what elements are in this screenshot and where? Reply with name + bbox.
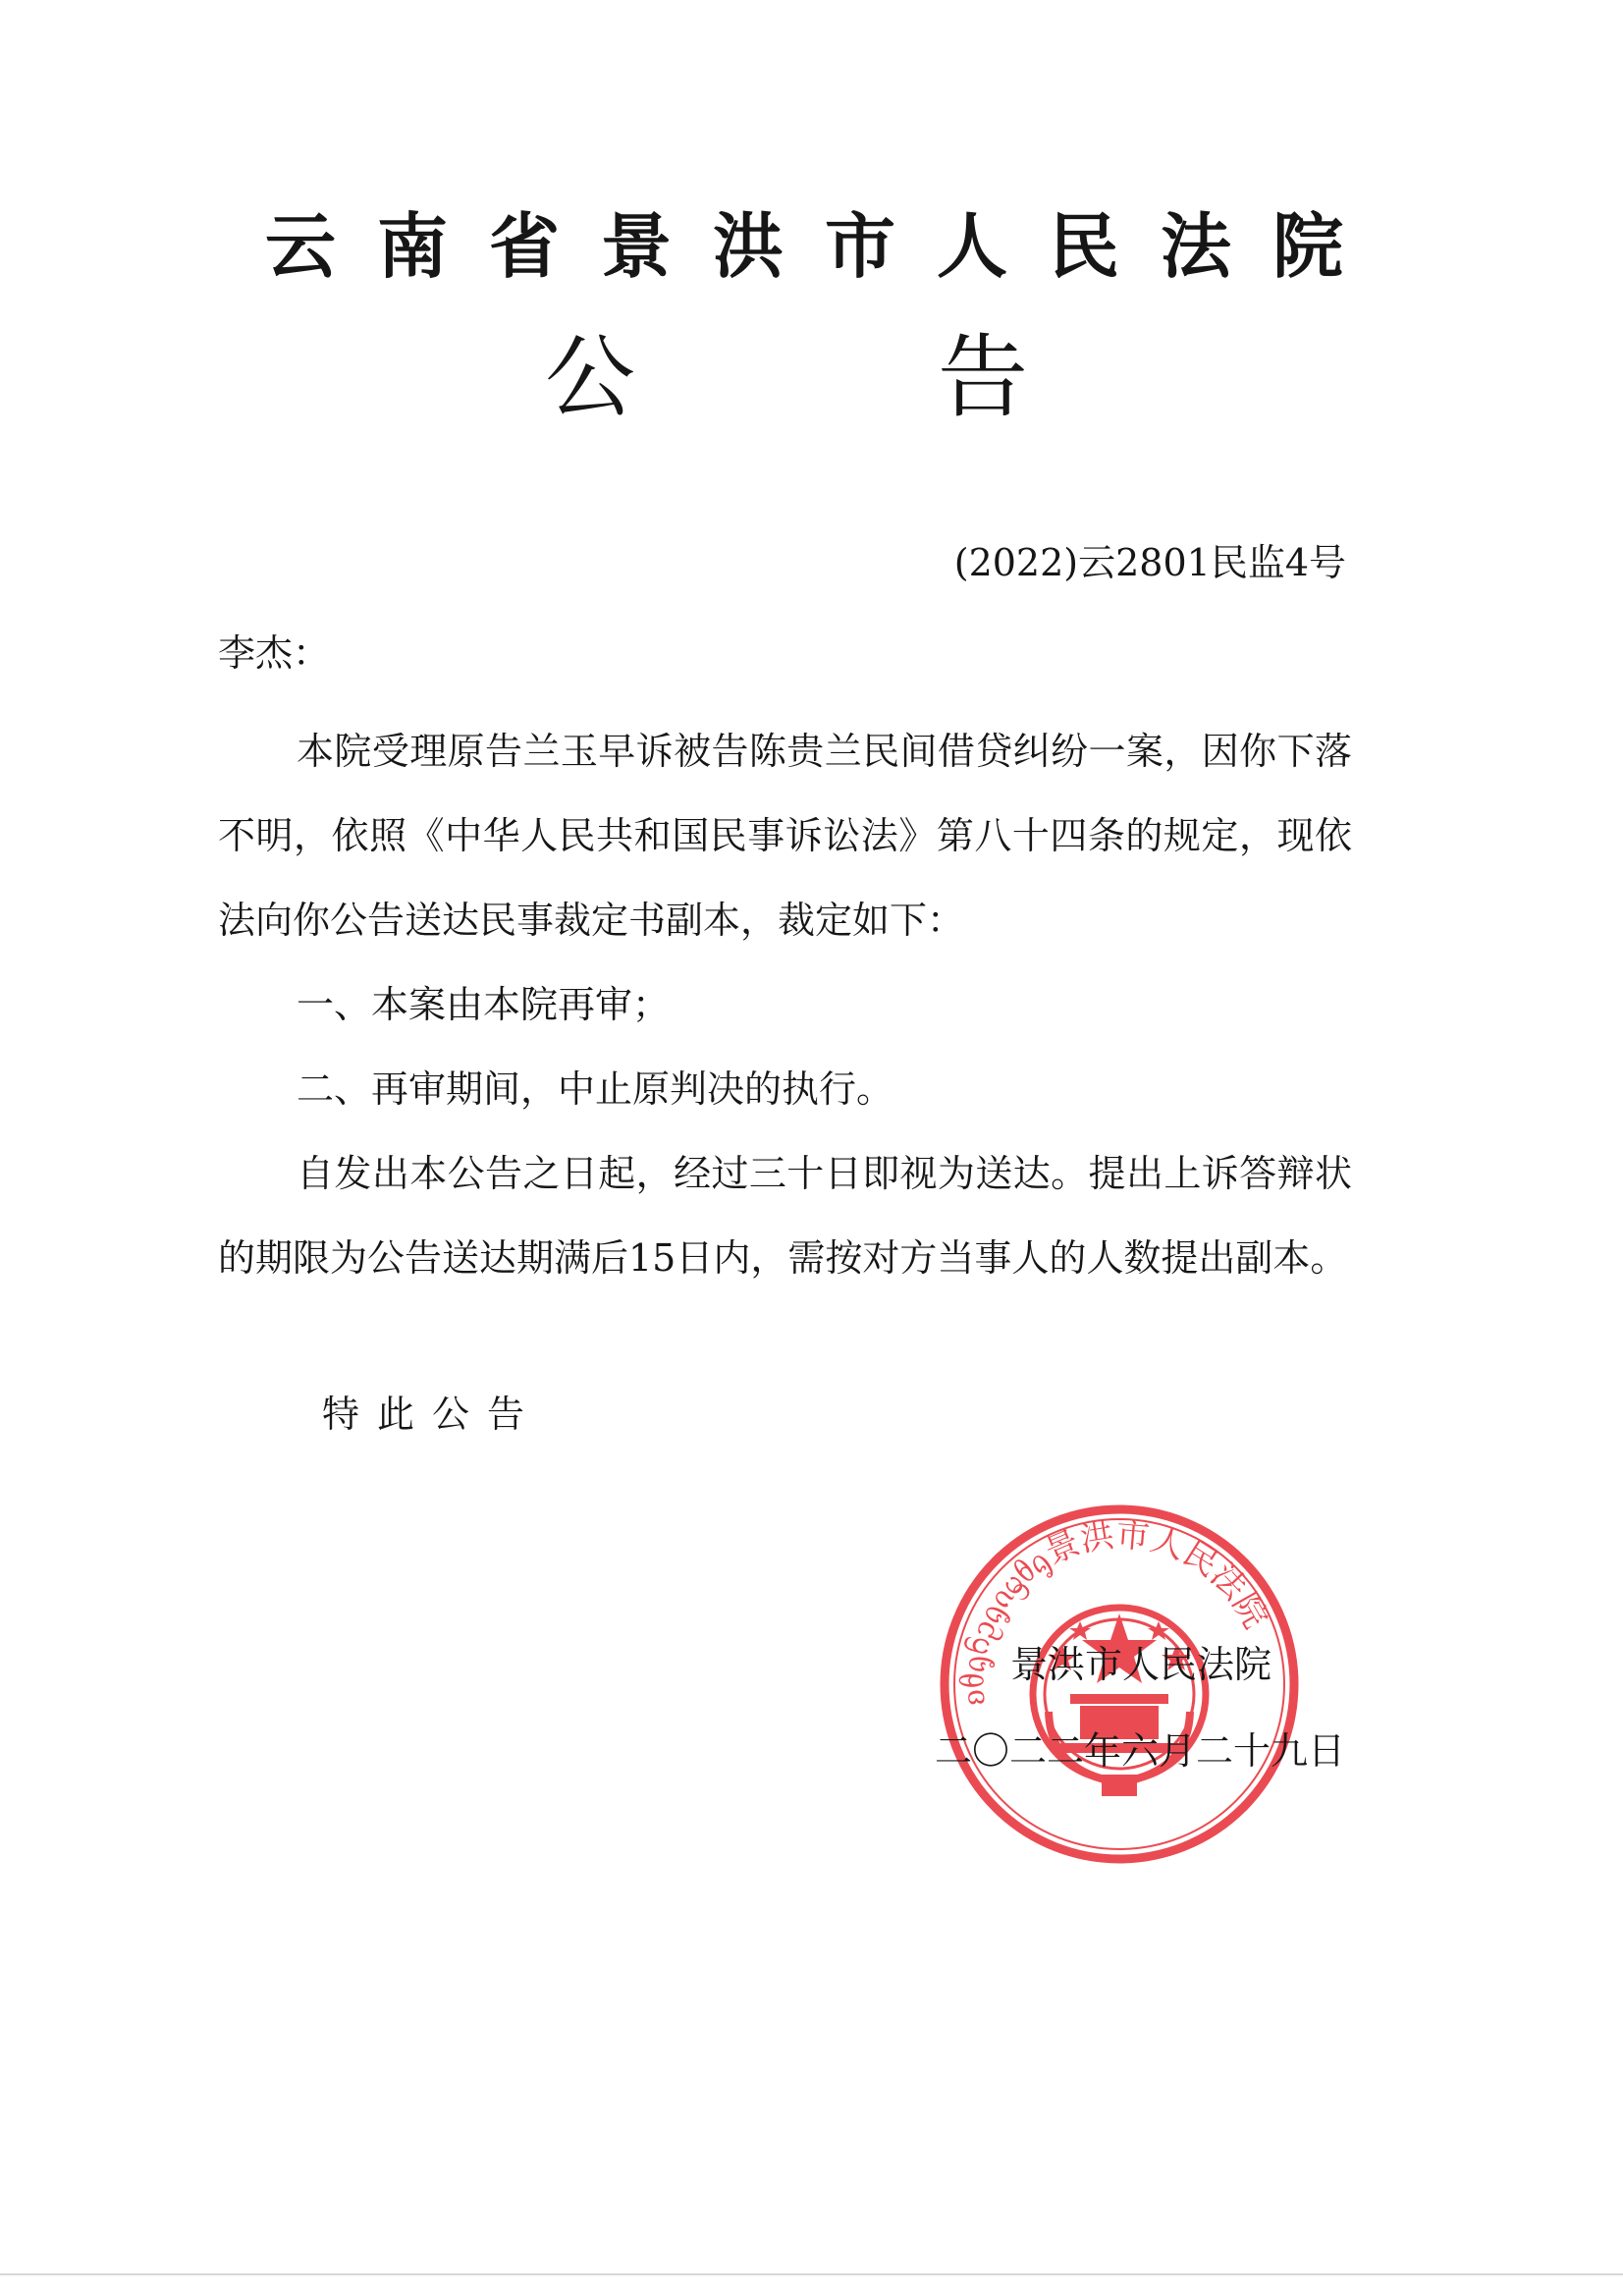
- notice-body: [218, 709, 1352, 1300]
- page-bottom-edge: [0, 2273, 1623, 2275]
- paragraph-intro: 本院受理原告兰玉早诉被告陈贵兰民间借贷纠纷一案，因你下落不明，依照《中华人民共和国民事诉讼法》第八十四条的规定，现依法向你公告送达民事裁定书副本，裁定如下：: [218, 730, 1352, 942]
- ruling-item-2: 二、再审期间，中止原判决的执行。: [297, 1067, 894, 1111]
- signature-date: 二〇二二年六月二十九日: [934, 1729, 1345, 1773]
- svg-text:ᦈᦲᧂᦆᦳᧂᦵᦙᦲᧂ景洪市人民法院: ᦈᦲᧂᦆᦳᧂᦵᦙᦲᧂ景洪市人民法院: [952, 1515, 1275, 1708]
- notice-title-char-1: 公: [545, 325, 636, 430]
- paragraph-service: 自发出本公告之日起，经过三十日即视为送达。提出上诉答辩状的期限为公告送达期满后15日内，需按对方当事人的人数提出副本。: [218, 1152, 1352, 1280]
- ruling-item-1: 一、本案由本院再审；: [297, 983, 671, 1026]
- notice-title-char-2: 告: [938, 325, 1029, 430]
- court-name-heading: 云南省景洪市人民法院: [265, 205, 1385, 288]
- signature-court: 景洪市人民法院: [1009, 1643, 1271, 1686]
- addressee: 李杰：: [218, 631, 331, 675]
- case-number: (2022)云2801民监4号: [953, 541, 1346, 584]
- closing-phrase: 特此公告: [322, 1393, 543, 1436]
